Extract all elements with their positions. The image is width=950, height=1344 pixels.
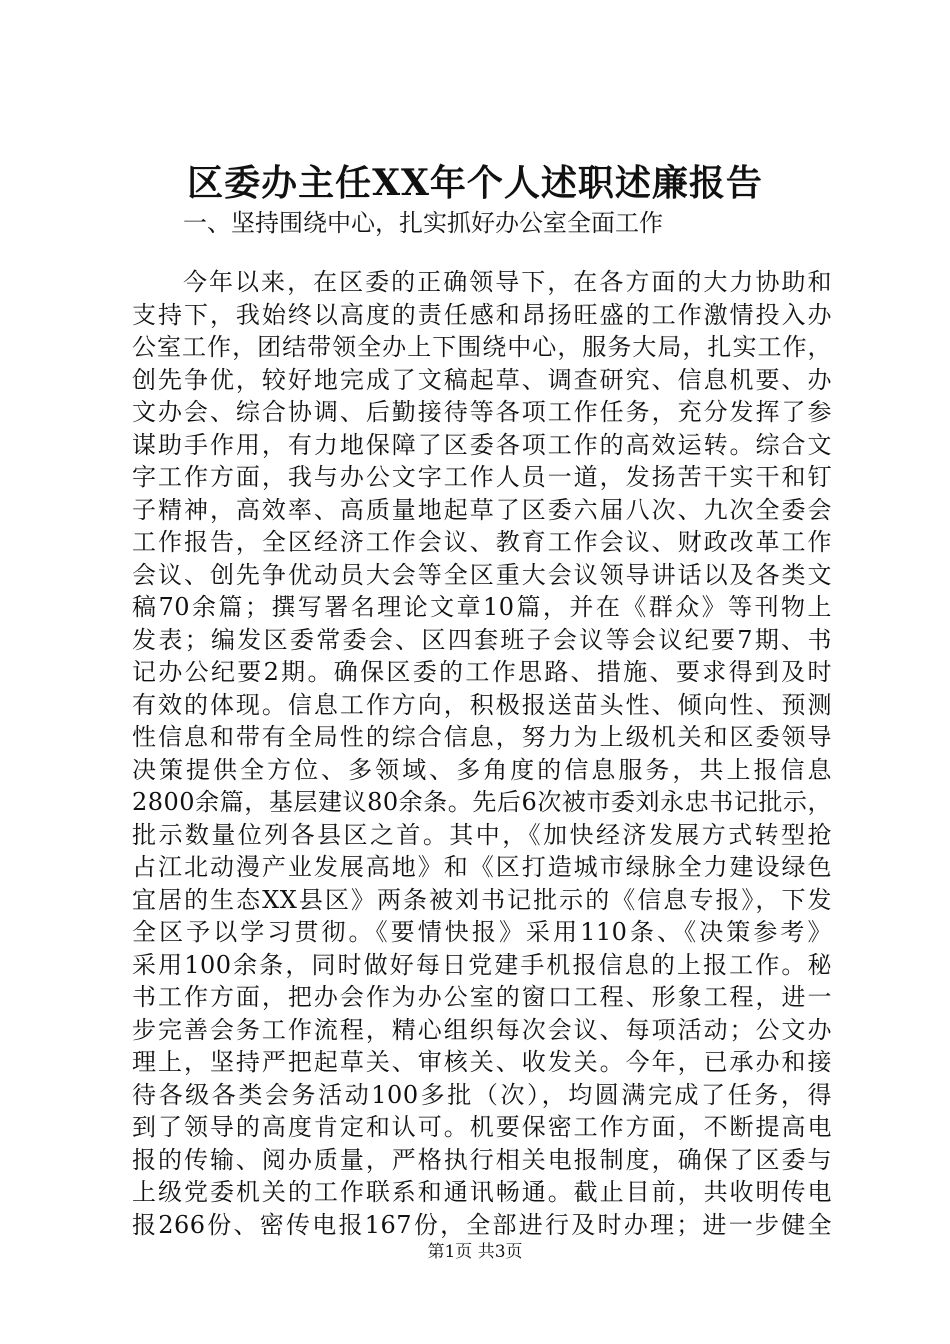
- body-line: 工作报告，全区经济工作会议、教育工作会议、财政改革工作: [132, 528, 832, 556]
- body-line: 报的传输、阅办质量，严格执行相关电报制度，确保了区委与: [132, 1145, 832, 1174]
- section-heading: 一、坚持围绕中心，扎实抓好办公室全面工作: [183, 209, 663, 237]
- document-title: 区委办主任XX年个人述职述廉报告: [187, 162, 763, 204]
- body-line: 谋助手作用，有力地保障了区委各项工作的高效运转。综合文: [132, 430, 832, 459]
- body-line: 发表；编发区委常委会、区四套班子会议等会议纪要7期、书: [132, 625, 832, 654]
- body-line: 报266份、密传电报167份，全部进行及时办理；进一步健全: [132, 1210, 832, 1239]
- page-number-footer: 第1页 共3页: [427, 1242, 523, 1262]
- body-line: 创先争优，较好地完成了文稿起草、调查研究、信息机要、办: [132, 365, 832, 394]
- body-line: 宜居的生态XX县区》两条被刘书记批示的《信息专报》，下发: [132, 885, 832, 914]
- body-line: 占江北动漫产业发展高地》和《区打造城市绿脉全力建设绿色: [132, 853, 832, 881]
- body-line: 支持下，我始终以高度的责任感和昂扬旺盛的工作激情投入办: [132, 300, 832, 329]
- body-line: 稿70余篇；撰写署名理论文章10篇，并在《群众》等刊物上: [132, 593, 832, 621]
- body-line: 文办会、综合协调、后勤接待等各项工作任务，充分发挥了参: [132, 398, 832, 426]
- body-line: 子精神，高效率、高质量地起草了区委六届八次、九次全委会: [132, 495, 832, 524]
- body-line: 今年以来，在区委的正确领导下，在各方面的大力协助和: [183, 268, 832, 296]
- body-line: 待各级各类会务活动100多批（次），均圆满完成了任务，得: [132, 1080, 832, 1109]
- body-line: 上级党委机关的工作联系和通讯畅通。截止目前，共收明传电: [132, 1178, 832, 1206]
- body-line: 会议、创先争优动员大会等全区重大会议领导讲话以及各类文: [132, 560, 832, 589]
- body-line: 公室工作，团结带领全办上下围绕中心，服务大局，扎实工作，: [132, 333, 832, 361]
- body-paragraph: [132, 266, 832, 1241]
- body-line: 书工作方面，把办会作为办公室的窗口工程、形象工程，进一: [132, 983, 832, 1011]
- body-line: 记办公纪要2期。确保区委的工作思路、措施、要求得到及时: [132, 658, 832, 686]
- body-line: 全区予以学习贯彻。《要情快报》采用110条、《决策参考》: [132, 918, 832, 946]
- body-line: 到了领导的高度肯定和认可。机要保密工作方面，不断提高电: [132, 1113, 832, 1141]
- body-line: 理上，坚持严把起草关、审核关、收发关。今年，已承办和接: [132, 1048, 832, 1076]
- body-line: 决策提供全方位、多领域、多角度的信息服务，共上报信息: [132, 755, 832, 784]
- body-line: 步完善会务工作流程，精心组织每次会议、每项活动；公文办: [132, 1015, 832, 1044]
- body-line: 性信息和带有全局性的综合信息，努力为上级机关和区委领导: [132, 723, 832, 751]
- body-line: 2800余篇，基层建议80余条。先后6次被市委刘永忠书记批示，: [132, 788, 832, 816]
- body-line: 采用100余条，同时做好每日党建手机报信息的上报工作。秘: [132, 950, 832, 979]
- body-line: 批示数量位列各县区之首。其中，《加快经济发展方式转型抢: [132, 820, 832, 849]
- body-line: 字工作方面，我与办公文字工作人员一道，发扬苦干实干和钉: [132, 463, 832, 491]
- body-line: 有效的体现。信息工作方向，积极报送苗头性、倾向性、预测: [132, 690, 832, 719]
